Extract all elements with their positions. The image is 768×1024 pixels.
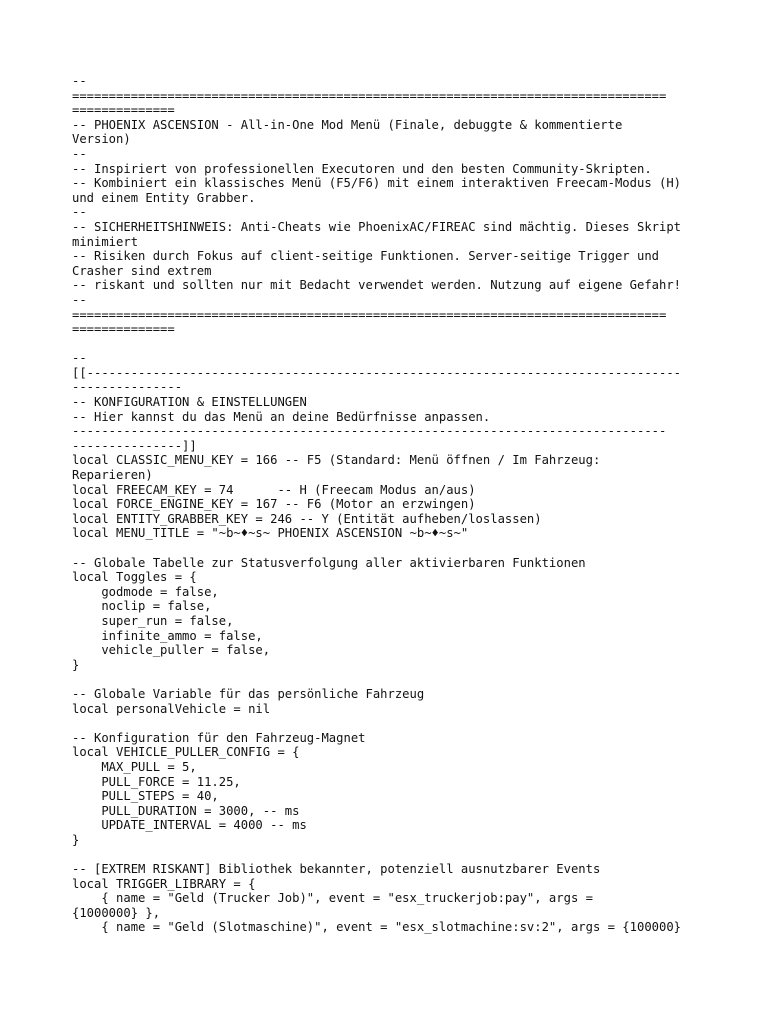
- code-line: local FREECAM_KEY = 74 -- H (Freecam Modus an/aus): [72, 482, 476, 497]
- code-line: noclip = false,: [72, 599, 212, 614]
- code-line: -- Hier kannst du das Menü an deine Bedürfnisse anpassen.: [72, 409, 491, 424]
- code-line: MAX_PULL = 5,: [72, 759, 197, 774]
- code-line: [72, 541, 702, 556]
- code-line: [72, 716, 702, 731]
- code-line: -- Globale Variable für das persönliche Fahrzeug: [72, 686, 425, 701]
- code-line: =================================================================================: [72, 88, 667, 103]
- code-line: { name = "Geld (Trucker Job)", event = "esx_truckerjob:pay", args =: [72, 891, 593, 906]
- code-line: -- riskant und sollten nur mit Bedacht verwendet werden. Nutzung auf eigene Gefahr!: [72, 278, 682, 293]
- code-line: local TRIGGER_LIBRARY = {: [72, 876, 256, 891]
- code-line: ---------------------------------------------------------------------------------: [72, 424, 667, 439]
- code-line: =================================================================================: [72, 307, 667, 322]
- code-line: [72, 847, 702, 862]
- code-line: PULL_DURATION = 3000, -- ms: [72, 803, 300, 818]
- code-line: [72, 672, 702, 687]
- code-line: {1000000} },: [72, 905, 161, 920]
- code-line: minimiert: [72, 234, 139, 249]
- code-line: godmode = false,: [72, 584, 219, 599]
- code-line: [[---------------------------------------------------------------------------------: [72, 365, 682, 380]
- code-line: --: [72, 292, 87, 307]
- code-line: Crasher sind extrem: [72, 263, 212, 278]
- code-line: { name = "Geld (Slotmaschine)", event = "esx_slotmachine:sv:2", args = {100000}: [72, 920, 682, 935]
- code-line: ---------------]]: [72, 438, 197, 453]
- code-line: [72, 337, 702, 352]
- code-line: vehicle_puller = false,: [72, 643, 271, 658]
- code-line: --: [72, 205, 87, 220]
- code-line: -- KONFIGURATION & EINSTELLUNGEN: [72, 395, 307, 410]
- code-line: -- [EXTREM RISKANT] Bibliothek bekannter, potenziell ausnutzbarer Events: [72, 862, 601, 877]
- code-line: -- PHOENIX ASCENSION - All-in-One Mod Menü (Finale, debuggte & kommentierte: [72, 117, 623, 132]
- code-line: PULL_STEPS = 40,: [72, 789, 219, 804]
- code-line: ---------------: [72, 380, 183, 395]
- code-line: }: [72, 832, 80, 847]
- code-line: }: [72, 657, 80, 672]
- code-line: UPDATE_INTERVAL = 4000 -- ms: [72, 818, 307, 833]
- code-line: infinite_ammo = false,: [72, 628, 263, 643]
- code-line: --: [72, 74, 87, 88]
- code-line: local MENU_TITLE = "~b~♦~s~ PHOENIX ASCENSION ~b~♦~s~": [72, 526, 469, 541]
- code-line: ==============: [72, 322, 175, 337]
- code-line: --: [72, 146, 87, 161]
- code-line: -- SICHERHEITSHINWEIS: Anti-Cheats wie PhoenixAC/FIREAC sind mächtig. Dieses Skript: [72, 219, 682, 234]
- code-line: local FORCE_ENGINE_KEY = 167 -- F6 (Motor an erzwingen): [72, 497, 476, 512]
- code-line: ==============: [72, 103, 175, 118]
- code-line: und einem Entity Grabber.: [72, 190, 256, 205]
- code-line: -- Kombiniert ein klassisches Menü (F5/F6) mit einem interaktiven Freecam-Modus (H): [72, 176, 682, 191]
- code-line: Version): [72, 132, 131, 147]
- code-line: super_run = false,: [72, 613, 234, 628]
- code-line: local Toggles = {: [72, 570, 197, 585]
- code-line: Reparieren): [72, 468, 153, 483]
- code-line: local ENTITY_GRABBER_KEY = 246 -- Y (Entität aufheben/loslassen): [72, 511, 542, 526]
- code-line: --: [72, 351, 87, 366]
- code-document: [72, 74, 702, 935]
- code-line: PULL_FORCE = 11.25,: [72, 774, 241, 789]
- code-line: -- Konfiguration für den Fahrzeug-Magnet: [72, 730, 366, 745]
- code-line: local CLASSIC_MENU_KEY = 166 -- F5 (Standard: Menü öffnen / Im Fahrzeug:: [72, 453, 601, 468]
- code-line: local personalVehicle = nil: [72, 701, 271, 716]
- code-line: -- Inspiriert von professionellen Executoren und den besten Community-Skripten.: [72, 161, 652, 176]
- code-line: local VEHICLE_PULLER_CONFIG = {: [72, 745, 300, 760]
- code-line: -- Risiken durch Fokus auf client-seitige Funktionen. Server-seitige Trigger und: [72, 249, 659, 264]
- code-line: -- Globale Tabelle zur Statusverfolgung aller aktivierbaren Funktionen: [72, 555, 586, 570]
